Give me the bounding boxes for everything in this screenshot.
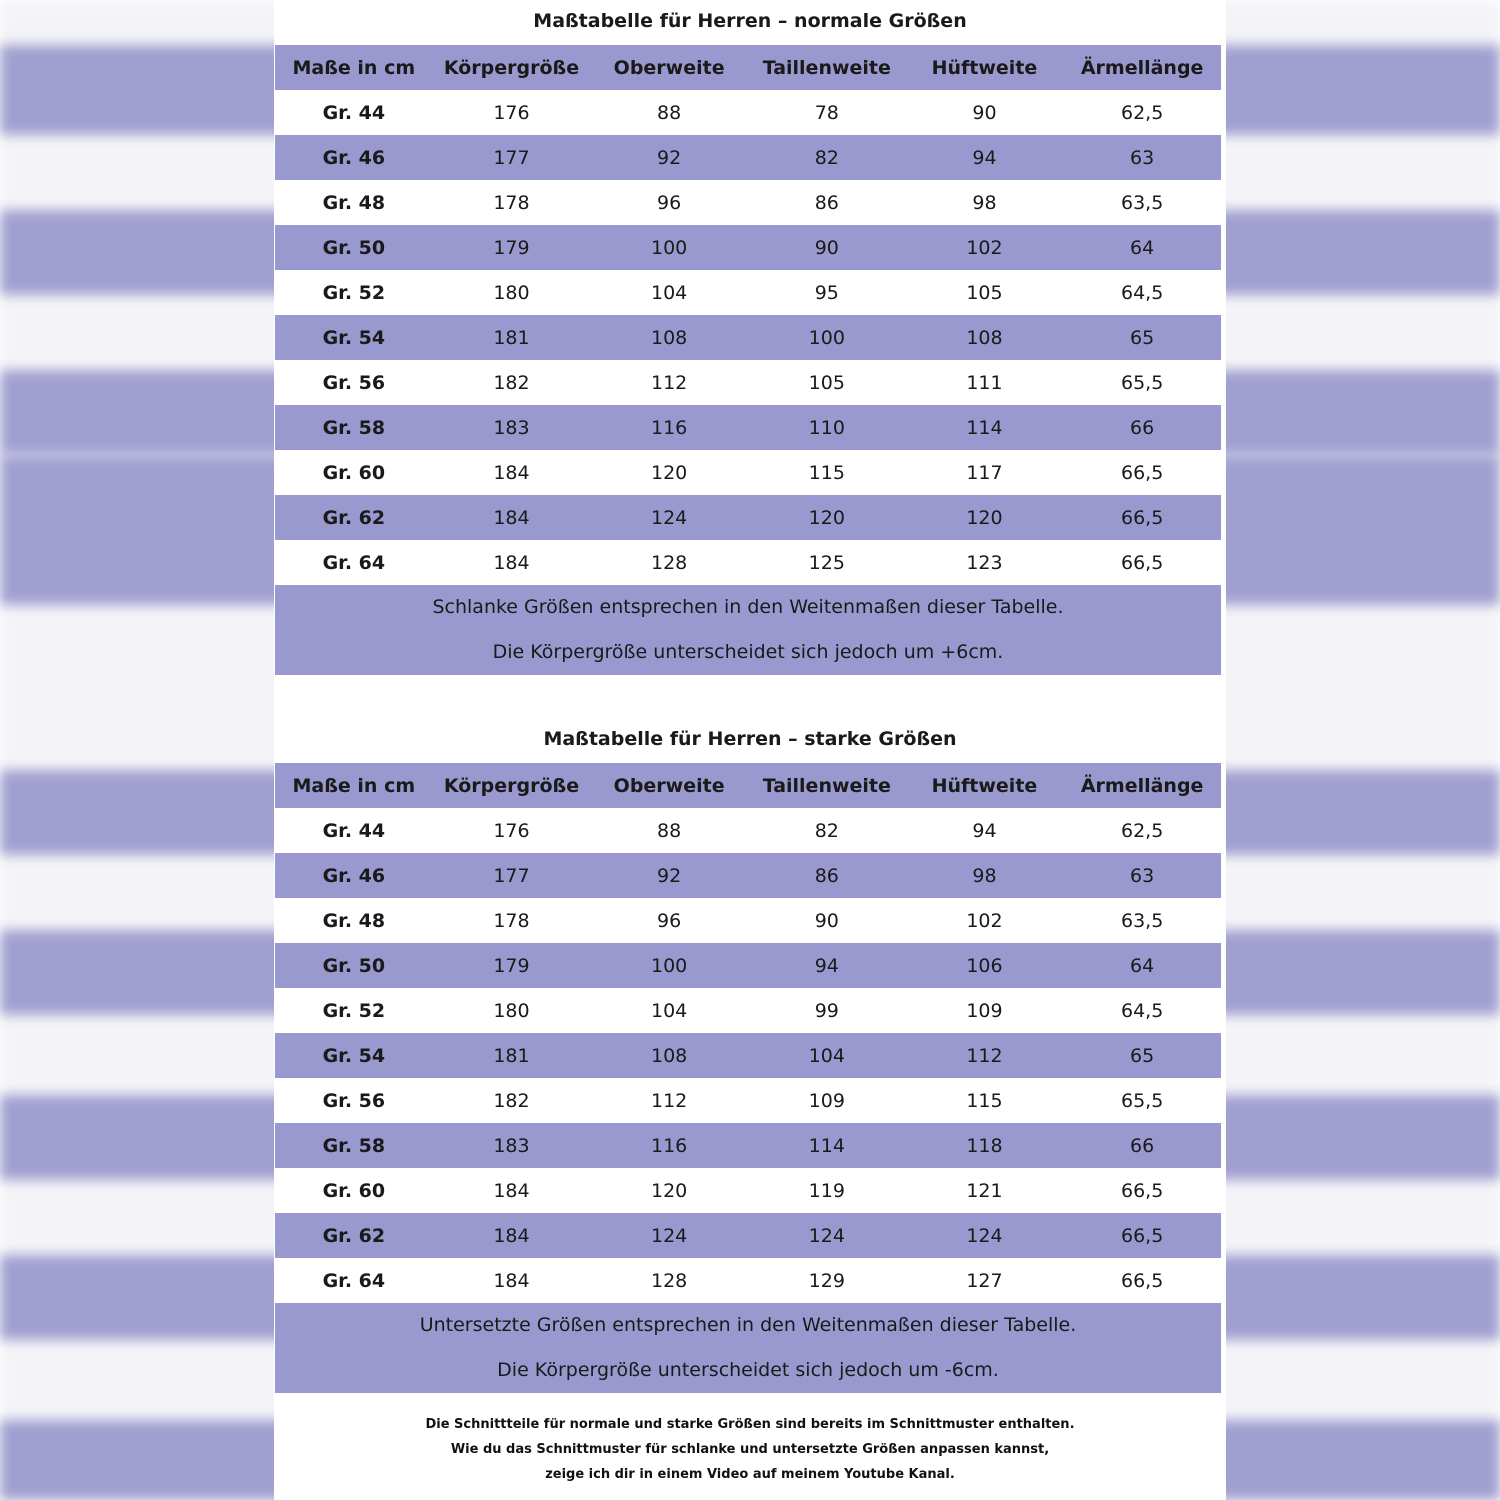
column-header: Taillenweite [748,45,906,90]
table-row [275,1258,1221,1303]
size-label-cell: Gr. 56 [275,360,433,405]
measurement-cell: 181 [433,315,591,360]
measurement-cell: 90 [748,225,906,270]
measurement-cell: 66,5 [1063,1168,1221,1213]
measurement-cell: 182 [433,1078,591,1123]
size-label-cell: Gr. 60 [275,1168,433,1213]
table-row [275,225,1221,270]
measurement-cell: 180 [433,270,591,315]
size-label-cell: Gr. 48 [275,180,433,225]
table-row [275,135,1221,180]
size-label-cell: Gr. 48 [275,898,433,943]
table-row [275,90,1221,135]
column-header: Ärmellänge [1063,45,1221,90]
column-header: Maße in cm [275,45,433,90]
measurement-cell: 90 [906,90,1064,135]
size-label-cell: Gr. 54 [275,1033,433,1078]
measurement-cell: 182 [433,360,591,405]
measurement-cell: 106 [906,943,1064,988]
table-row [275,495,1221,540]
measurement-cell: 66,5 [1063,450,1221,495]
measurement-cell: 108 [590,315,748,360]
size-label-cell: Gr. 46 [275,135,433,180]
measurement-cell: 115 [748,450,906,495]
measurement-cell: 184 [433,450,591,495]
footer-line: Die Schnittteile für normale und starke Größen sind bereits im Schnittmuster enthalten. [425,1417,1075,1432]
measurement-cell: 119 [748,1168,906,1213]
measurement-cell: 82 [748,135,906,180]
table-row [275,808,1221,853]
column-header: Hüftweite [906,45,1064,90]
measurement-cell: 181 [433,1033,591,1078]
footer-line: Wie du das Schnittmuster für schlanke und untersetzte Größen anpassen kannst, [450,1442,1050,1457]
size-label-cell: Gr. 46 [275,853,433,898]
size-label-cell: Gr. 50 [275,943,433,988]
measurement-cell: 98 [906,853,1064,898]
measurement-cell: 94 [906,135,1064,180]
measurement-cell: 105 [748,360,906,405]
measurement-cell: 176 [433,808,591,853]
table-row [275,1213,1221,1258]
column-header: Oberweite [590,45,748,90]
measurement-cell: 114 [748,1123,906,1168]
measurement-cell: 120 [748,495,906,540]
measurement-cell: 176 [433,90,591,135]
measurement-cell: 92 [590,135,748,180]
column-header: Hüftweite [906,763,1064,808]
size-label-cell: Gr. 52 [275,988,433,1033]
measurement-cell: 66 [1063,1123,1221,1168]
measurement-cell: 86 [748,180,906,225]
measurement-cell: 121 [906,1168,1064,1213]
column-header: Körpergröße [433,45,591,90]
table-row [275,180,1221,225]
measurement-cell: 90 [748,898,906,943]
measurement-cell: 179 [433,225,591,270]
measurement-cell: 65,5 [1063,1078,1221,1123]
size-label-cell: Gr. 60 [275,450,433,495]
measurement-cell: 66,5 [1063,1258,1221,1303]
measurement-cell: 66,5 [1063,540,1221,585]
measurement-cell: 88 [590,90,748,135]
measurement-cell: 64 [1063,225,1221,270]
note-line: Untersetzte Größen entsprechen in den Weitenmaßen dieser Tabelle. [419,1314,1077,1336]
measurement-cell: 177 [433,853,591,898]
size-table-strong [275,763,1221,1303]
measurement-cell: 102 [906,225,1064,270]
table-row [275,1033,1221,1078]
footer-note [274,1412,1226,1487]
table-row [275,315,1221,360]
size-label-cell: Gr. 52 [275,270,433,315]
measurement-cell: 65 [1063,1033,1221,1078]
measurement-cell: 111 [906,360,1064,405]
measurement-cell: 64,5 [1063,270,1221,315]
measurement-cell: 124 [590,1213,748,1258]
measurement-cell: 94 [748,943,906,988]
footer-line: zeige ich dir in einem Video auf meinem Youtube Kanal. [545,1467,955,1482]
table-row [275,988,1221,1033]
size-label-cell: Gr. 64 [275,540,433,585]
measurement-cell: 117 [906,450,1064,495]
size-label-cell: Gr. 44 [275,808,433,853]
measurement-cell: 62,5 [1063,90,1221,135]
measurement-cell: 65 [1063,315,1221,360]
size-label-cell: Gr. 62 [275,1213,433,1258]
measurement-cell: 104 [748,1033,906,1078]
measurement-cell: 98 [906,180,1064,225]
measurement-cell: 184 [433,1168,591,1213]
note-block-normal [275,585,1221,675]
measurement-cell: 120 [906,495,1064,540]
size-label-cell: Gr. 44 [275,90,433,135]
measurement-cell: 96 [590,898,748,943]
measurement-cell: 105 [906,270,1064,315]
measurement-cell: 63,5 [1063,180,1221,225]
measurement-cell: 184 [433,495,591,540]
measurement-cell: 100 [590,943,748,988]
table-row [275,853,1221,898]
measurement-cell: 63,5 [1063,898,1221,943]
table-title-normal: Maßtabelle für Herren – normale Größen [533,10,967,32]
size-label-cell: Gr. 56 [275,1078,433,1123]
measurement-cell: 64 [1063,943,1221,988]
measurement-cell: 66 [1063,405,1221,450]
table-row [275,1078,1221,1123]
measurement-cell: 94 [906,808,1064,853]
measurement-cell: 177 [433,135,591,180]
header-row [275,763,1221,808]
measurement-cell: 102 [906,898,1064,943]
measurement-cell: 63 [1063,135,1221,180]
measurement-cell: 104 [590,270,748,315]
table-title-strong: Maßtabelle für Herren – starke Größen [543,728,957,750]
measurement-cell: 116 [590,405,748,450]
measurement-cell: 109 [748,1078,906,1123]
measurement-cell: 180 [433,988,591,1033]
measurement-cell: 88 [590,808,748,853]
size-label-cell: Gr. 62 [275,495,433,540]
measurement-cell: 178 [433,180,591,225]
column-header: Maße in cm [275,763,433,808]
measurement-cell: 124 [748,1213,906,1258]
measurement-cell: 183 [433,1123,591,1168]
table-row [275,270,1221,315]
measurement-cell: 124 [590,495,748,540]
measurement-cell: 183 [433,405,591,450]
measurement-cell: 112 [590,1078,748,1123]
measurement-cell: 66,5 [1063,495,1221,540]
size-chart-sheet [274,0,1226,1500]
measurement-cell: 118 [906,1123,1064,1168]
measurement-cell: 184 [433,1213,591,1258]
measurement-cell: 120 [590,1168,748,1213]
measurement-cell: 179 [433,943,591,988]
measurement-cell: 178 [433,898,591,943]
measurement-cell: 104 [590,988,748,1033]
measurement-cell: 63 [1063,853,1221,898]
table-row [275,450,1221,495]
measurement-cell: 114 [906,405,1064,450]
measurement-cell: 65,5 [1063,360,1221,405]
measurement-cell: 64,5 [1063,988,1221,1033]
measurement-cell: 115 [906,1078,1064,1123]
header-row [275,45,1221,90]
table-row [275,540,1221,585]
measurement-cell: 184 [433,1258,591,1303]
table-row [275,898,1221,943]
column-header: Ärmellänge [1063,763,1221,808]
table-row [275,405,1221,450]
measurement-cell: 116 [590,1123,748,1168]
measurement-cell: 100 [590,225,748,270]
measurement-cell: 184 [433,540,591,585]
measurement-cell: 108 [906,315,1064,360]
measurement-cell: 62,5 [1063,808,1221,853]
measurement-cell: 99 [748,988,906,1033]
measurement-cell: 128 [590,540,748,585]
table-row [275,1123,1221,1168]
measurement-cell: 92 [590,853,748,898]
measurement-cell: 112 [590,360,748,405]
note-line: Die Körpergröße unterscheidet sich jedoch um +6cm. [492,641,1004,663]
measurement-cell: 78 [748,90,906,135]
measurement-cell: 112 [906,1033,1064,1078]
measurement-cell: 123 [906,540,1064,585]
note-block-strong [275,1303,1221,1393]
measurement-cell: 129 [748,1258,906,1303]
table-row [275,943,1221,988]
measurement-cell: 120 [590,450,748,495]
measurement-cell: 125 [748,540,906,585]
size-label-cell: Gr. 50 [275,225,433,270]
column-header: Körpergröße [433,763,591,808]
column-header: Taillenweite [748,763,906,808]
size-label-cell: Gr. 54 [275,315,433,360]
size-table-normal [275,45,1221,585]
table-row [275,1168,1221,1213]
measurement-cell: 128 [590,1258,748,1303]
table-row [275,360,1221,405]
measurement-cell: 100 [748,315,906,360]
size-label-cell: Gr. 58 [275,1123,433,1168]
measurement-cell: 124 [906,1213,1064,1258]
size-label-cell: Gr. 64 [275,1258,433,1303]
measurement-cell: 95 [748,270,906,315]
measurement-cell: 96 [590,180,748,225]
measurement-cell: 86 [748,853,906,898]
measurement-cell: 127 [906,1258,1064,1303]
measurement-cell: 109 [906,988,1064,1033]
measurement-cell: 110 [748,405,906,450]
measurement-cell: 82 [748,808,906,853]
measurement-cell: 108 [590,1033,748,1078]
note-line: Schlanke Größen entsprechen in den Weitenmaßen dieser Tabelle. [432,596,1064,618]
note-line: Die Körpergröße unterscheidet sich jedoch um -6cm. [497,1359,999,1381]
measurement-cell: 66,5 [1063,1213,1221,1258]
size-label-cell: Gr. 58 [275,405,433,450]
column-header: Oberweite [590,763,748,808]
